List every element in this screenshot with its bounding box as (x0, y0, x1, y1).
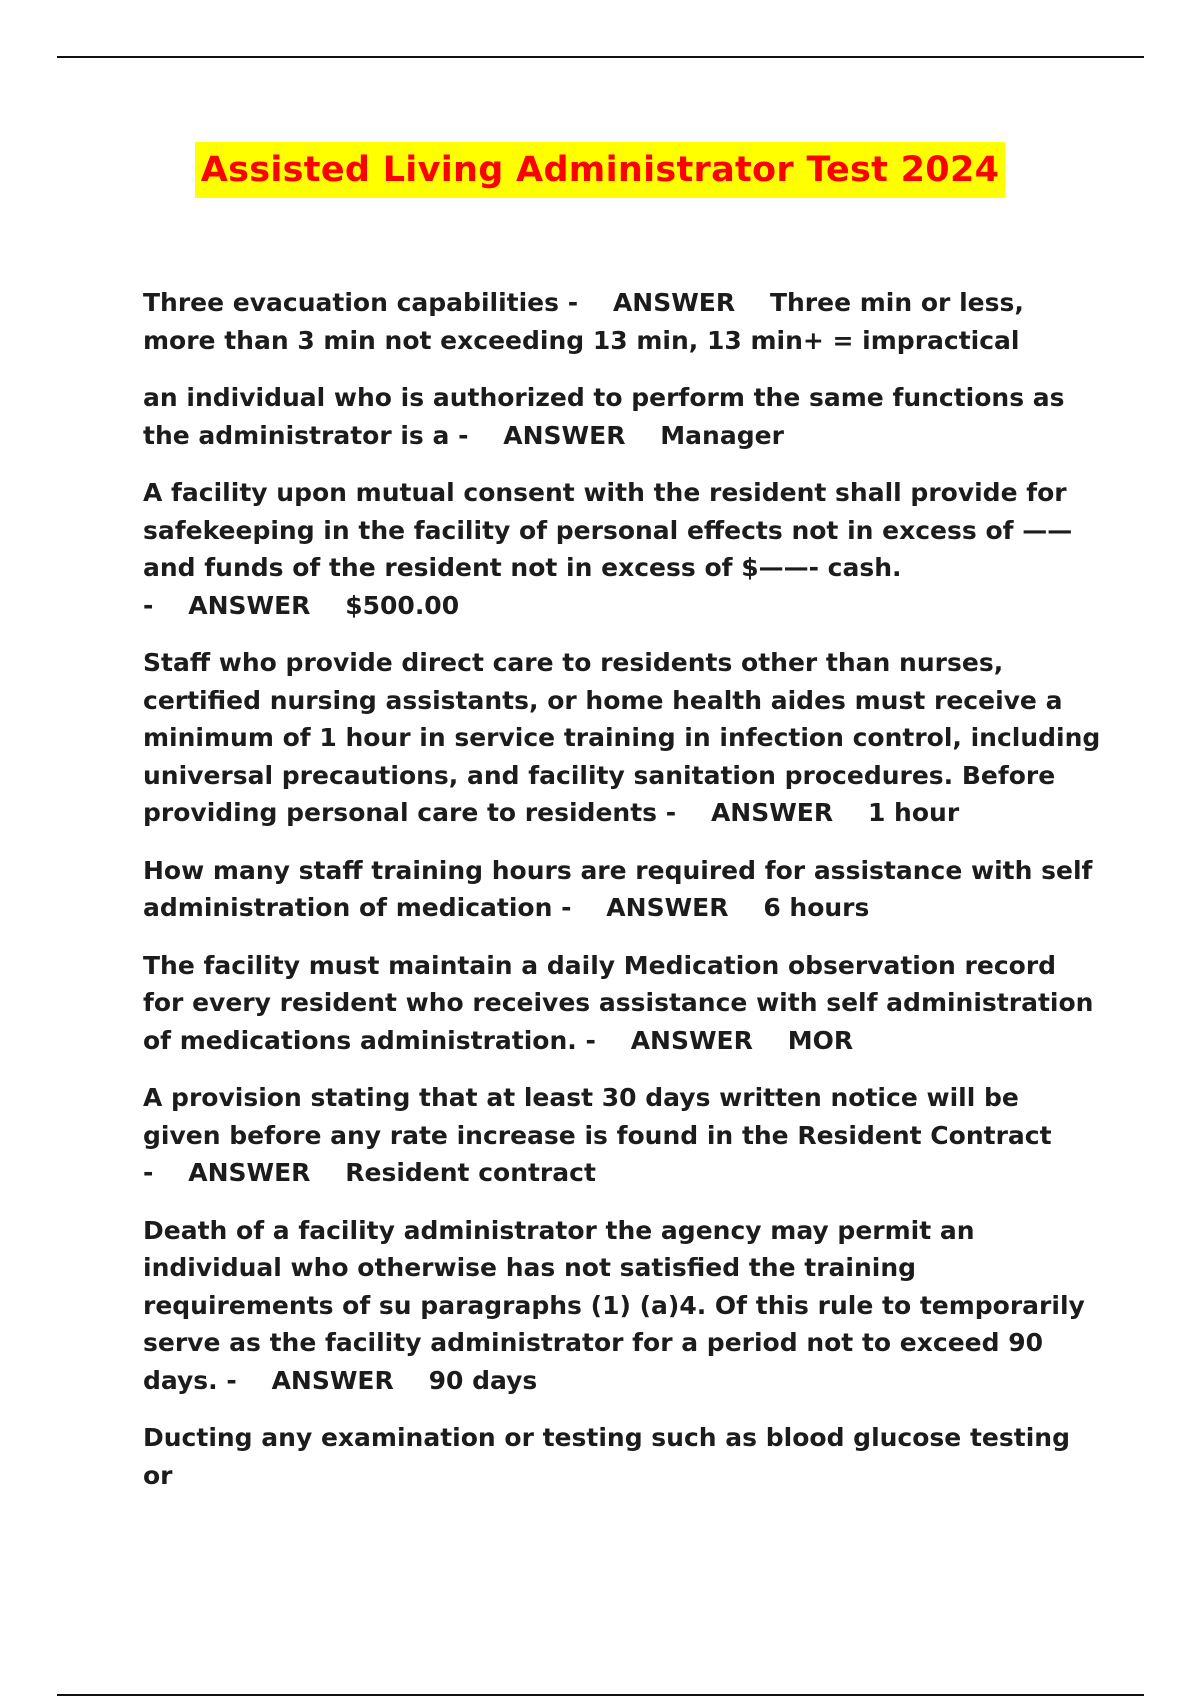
answer-label: ANSWER (503, 420, 626, 450)
question-text: A provision stating that at least 30 days written notice will be given before any rate increase is found in the Resident Contract - (143, 1083, 1061, 1187)
answer-text: $500.00 (345, 590, 460, 620)
page-title: Assisted Living Administrator Test 2024 (195, 142, 1006, 198)
title-container (0, 142, 1200, 198)
qa-item (143, 947, 1103, 1060)
question-text: A facility upon mutual consent with the resident shall provide for safekeeping in the facility of personal effects not in excess of —— and funds of the resident not in excess of $——- cash. - (143, 478, 1081, 620)
qa-item (143, 379, 1103, 454)
question-text: How many staff training hours are required for assistance with self administration of medication - (143, 855, 1102, 922)
answer-text: 1 hour (867, 798, 960, 827)
top-rule (57, 56, 1144, 58)
question-text: an individual who is authorized to perform the same functions as the administrator is a - (143, 383, 1074, 450)
qa-item (143, 644, 1110, 832)
qa-item (143, 284, 1103, 359)
answer-label: ANSWER (612, 288, 736, 317)
question-text: Death of a facility administrator the agency may permit an individual who otherwise has not satisfied the training requirements of su paragraphs (1) (a)4. Of this rule to temporarily serve as the facility administrator for a period not to exceed 90 days. - (143, 1215, 1094, 1395)
question-text: Staff who provide direct care to residents other than nurses, certified nursing assistants, or home health aides must receive a minimum of 1 hour in service training in infection control, including universal precautions, and facility sanitation procedures. Before providing personal care to residents - (143, 648, 1110, 827)
answer-text: 6 hours (763, 893, 870, 922)
answer-label: ANSWER (630, 1025, 753, 1055)
qa-list (143, 284, 1110, 1514)
answer-text: Three min or less, more than 3 min not exceeding 13 min, 13 min+ = impractical (143, 288, 1033, 355)
qa-item (143, 852, 1103, 927)
answer-label: ANSWER (710, 798, 834, 827)
qa-item-truncated (143, 1419, 1103, 1494)
answer-label: ANSWER (188, 590, 311, 620)
answer-label: ANSWER (271, 1365, 394, 1395)
question-text: Three evacuation capabilities - (143, 288, 579, 317)
qa-item (143, 474, 1103, 624)
qa-item (143, 1212, 1103, 1400)
bottom-rule (57, 1694, 1144, 1696)
qa-item (143, 1079, 1103, 1192)
answer-text: Manager (660, 420, 784, 450)
question-text: Ducting any examination or testing such as blood glucose testing or (143, 1423, 1079, 1490)
answer-label: ANSWER (606, 893, 729, 922)
answer-text: Resident contract (345, 1158, 596, 1187)
answer-text: 90 days (428, 1365, 538, 1395)
answer-text: MOR (787, 1025, 854, 1055)
question-text: The facility must maintain a daily Medication observation record for every resident who receives assistance with self administration of medications administration. - (143, 950, 1103, 1055)
answer-label: ANSWER (188, 1158, 311, 1187)
